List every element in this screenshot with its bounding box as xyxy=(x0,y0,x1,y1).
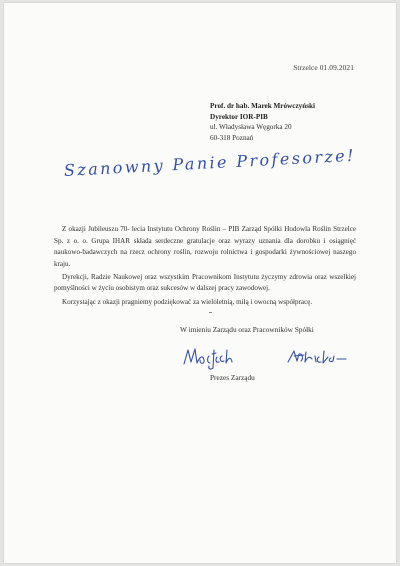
paragraph-wishes: Dyrekcji, Radzie Naukowej oraz wszystkim Pracownikom Instytutu życzymy zdrowia oraz wszelkiej pomyślności w życiu osobistym oraz sukcesów w dalszej pracy zawodowej. xyxy=(54,272,356,293)
small-dash-mark xyxy=(209,312,212,313)
recipient-name: Prof. dr hab. Marek Mrówczyński xyxy=(210,102,316,110)
place-date: Strzelce 01.09.2021 xyxy=(293,63,354,72)
recipient-city: 60-318 Poznań xyxy=(210,133,254,142)
handwritten-signature xyxy=(176,342,366,372)
paragraph-congratulations: Z okazji Jubileuszu 70- lecia Instytutu Ochrony Roślin – PIB Zarząd Spółki Hodowla Roślin Strzelce Sp. z o. o. Grupa IHAR składa serdeczne gratulacje oraz wyrazy uznania dla dorobku i osiągnięć naukowo-badawczych na rzecz ochrony roślin, rozwoju rolnictwa i gospodarki żywnościowej naszego kraju. xyxy=(54,225,356,268)
letter-page xyxy=(4,3,396,563)
letter-body xyxy=(54,224,356,310)
signatory-role: Prezes Zarządu xyxy=(210,373,255,382)
recipient-title: Dyrektor IOR-PIB xyxy=(210,112,268,121)
paragraph-thanks: Korzystając z okazji pragniemy podziękować za wieloletnią, miłą i owocną współpracę. xyxy=(62,297,313,306)
recipient-street: ul. Władysława Węgorka 20 xyxy=(210,123,292,132)
handwritten-salutation: Szanowny Panie Profesorze! xyxy=(63,145,357,180)
closing-line: W imieniu Zarządu oraz Pracowników Spółki xyxy=(180,325,314,334)
recipient-address xyxy=(210,101,380,143)
